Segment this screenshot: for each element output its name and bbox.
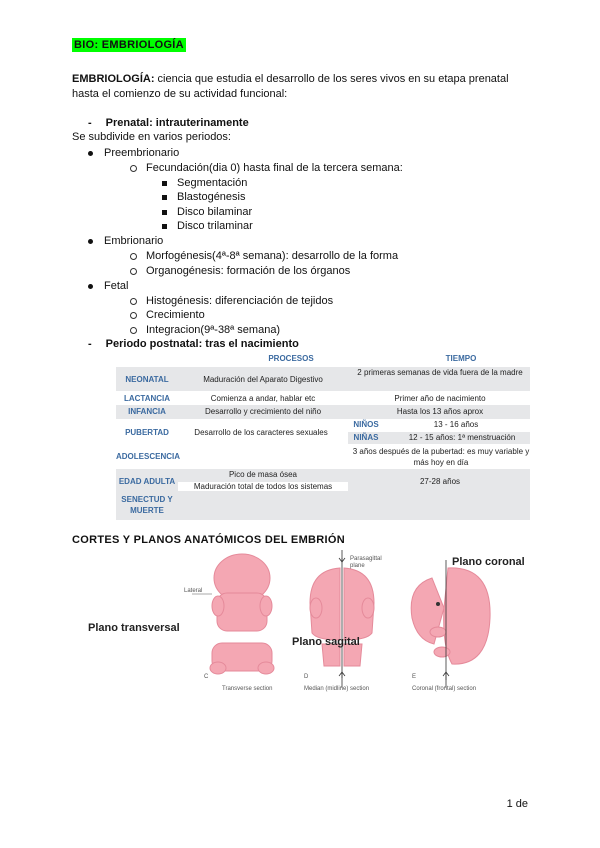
list-item-label: Disco bilaminar: [177, 206, 253, 218]
ninas-tiempo: 12 - 15 años: 1ª menstruación: [408, 433, 516, 442]
list-item-label: Disco trilaminar: [177, 220, 253, 232]
label-parasagittal-plane: plane: [350, 563, 365, 569]
list-item-label: Organogénesis: formación de los órganos: [146, 265, 351, 277]
square-bullet-icon: [162, 210, 167, 215]
circle-bullet-icon: [130, 253, 137, 260]
lactancia-proceso: Comienza a andar, hablar etc: [210, 394, 316, 403]
list-item-label: Morfogénesis(4ª-8ª semana): desarrollo de la forma: [146, 250, 399, 262]
pubertad-proceso: Desarrollo de los caracteres sexuales: [194, 428, 328, 437]
embryo-coronal: [411, 568, 490, 664]
list-item-label: Crecimiento: [146, 309, 205, 321]
adulta-proceso-1: Pico de masa ósea: [228, 470, 298, 479]
lactancia-tiempo: Primer año de nacimiento: [394, 394, 486, 403]
development-stages-table: [116, 352, 530, 520]
list-item-bilaminar: [162, 205, 252, 219]
section-title-cortes: CORTES Y PLANOS ANATÓMICOS DEL EMBRIÓN: [72, 534, 345, 546]
list-item-morfogenesis: [130, 249, 398, 263]
bullet-icon: [88, 239, 93, 244]
bullet-icon: [88, 151, 93, 156]
label-plano-coronal: Plano coronal: [452, 556, 525, 568]
caption-e-letter: E: [412, 674, 417, 680]
square-bullet-icon: [162, 224, 167, 229]
list-item-fetal: [88, 279, 128, 293]
label-plano-sagital: Plano sagital: [292, 636, 360, 648]
label-lateral: Lateral: [184, 588, 203, 594]
list-item-label: Fetal: [104, 280, 129, 292]
header-procesos: PROCESOS: [268, 354, 314, 363]
caption-c: Transverse section: [222, 686, 273, 692]
intro-term: EMBRIOLOGÍA:: [72, 73, 155, 85]
neonatal-proceso: Maduración del Aparato Digestivo: [203, 375, 323, 384]
label-edad-adulta: EDAD ADULTA: [118, 477, 176, 486]
circle-bullet-icon: [130, 327, 137, 334]
list-item-label: Integracion(9ª-38ª semana): [146, 324, 281, 336]
list-item-label: Blastogénesis: [177, 191, 246, 203]
caption-e: Coronal (frontal) section: [412, 686, 477, 692]
infancia-tiempo: Hasta los 13 años aprox: [396, 407, 484, 416]
circle-bullet-icon: [130, 165, 137, 172]
list-item-crecimiento: [130, 308, 205, 322]
list-item-segmentacion: [162, 176, 247, 190]
bullet-icon: [88, 284, 93, 289]
label-adolescencia: ADOLESCENCIA: [116, 452, 181, 461]
label-neonatal: NEONATAL: [125, 375, 169, 384]
list-item-histogenesis: [130, 294, 333, 308]
circle-bullet-icon: [130, 312, 137, 319]
list-item-label: Histogénesis: diferenciación de tejidos: [146, 295, 334, 307]
caption-d: Median (midline) section: [304, 686, 370, 692]
list-item-organogenesis: [130, 264, 350, 278]
postnatal-heading-text: Periodo postnatal: tras el nacimiento: [105, 338, 299, 350]
list-item-label: Preembrionario: [104, 147, 180, 159]
list-item-integracion: [130, 323, 280, 337]
circle-bullet-icon: [130, 298, 137, 305]
label-pubertad: PUBERTAD: [125, 428, 169, 437]
label-lactancia: LACTANCIA: [123, 394, 171, 403]
circle-bullet-icon: [130, 268, 137, 275]
label-senectud: SENECTUD Y MUERTE: [121, 495, 173, 515]
square-bullet-icon: [162, 181, 167, 186]
label-infancia: INFANCIA: [128, 407, 166, 416]
intro-paragraph: [72, 72, 532, 102]
prenatal-heading-text: Prenatal: intrauterinamente: [105, 117, 249, 129]
embryo-transverse: [210, 554, 274, 674]
label-parasagittal: Parasagittal: [350, 556, 382, 562]
adolescencia-tiempo: 3 años después de la pubertad: es muy variable y más hoy en día: [352, 447, 530, 467]
intro-definition: ciencia que estudia el desarrollo de los seres vivos en su etapa prenatal hasta el comienzo de su actividad funcional:: [72, 73, 509, 100]
subdivide-text: Se subdivide en varios periodos:: [72, 131, 231, 143]
page-number: 1 de: [506, 798, 528, 810]
header-tiempo: TIEMPO: [445, 354, 477, 363]
list-item-label: Embrionario: [104, 235, 164, 247]
list-item-embrionario: [88, 234, 163, 248]
ninos-label: NIÑOS: [353, 420, 379, 429]
list-item-label: Fecundación(dia 0) hasta final de la tercera semana:: [146, 162, 403, 174]
ninos-tiempo: 13 - 16 años: [433, 420, 479, 429]
document-title: BIO: EMBRIOLOGÍA: [74, 39, 184, 51]
list-item-label: Segmentación: [177, 177, 248, 189]
caption-c-letter: C: [204, 674, 209, 680]
prenatal-heading: - Prenatal: intrauterinamente: [88, 117, 249, 129]
square-bullet-icon: [162, 195, 167, 200]
list-item-trilaminar: [162, 219, 253, 233]
embryo-figure: [72, 548, 532, 698]
neonatal-tiempo: 2 primeras semanas de vida fuera de la madre: [357, 368, 523, 377]
label-plano-transversal: Plano transversal: [88, 622, 180, 634]
adulta-tiempo: 27-28 años: [419, 477, 461, 486]
list-item-blastogenesis: [162, 190, 246, 204]
list-item-preembrionario: [88, 146, 179, 160]
ninas-label: NIÑAS: [353, 433, 379, 442]
adulta-proceso-2: Maduración total de todos los sistemas: [178, 482, 348, 491]
infancia-proceso: Desarrollo y crecimiento del niño: [204, 407, 322, 416]
list-item-fecundacion: [130, 161, 403, 175]
caption-d-letter: D: [304, 674, 309, 680]
row-senectud-bg: [116, 493, 530, 520]
postnatal-heading: - Periodo postnatal: tras el nacimiento: [88, 338, 299, 350]
